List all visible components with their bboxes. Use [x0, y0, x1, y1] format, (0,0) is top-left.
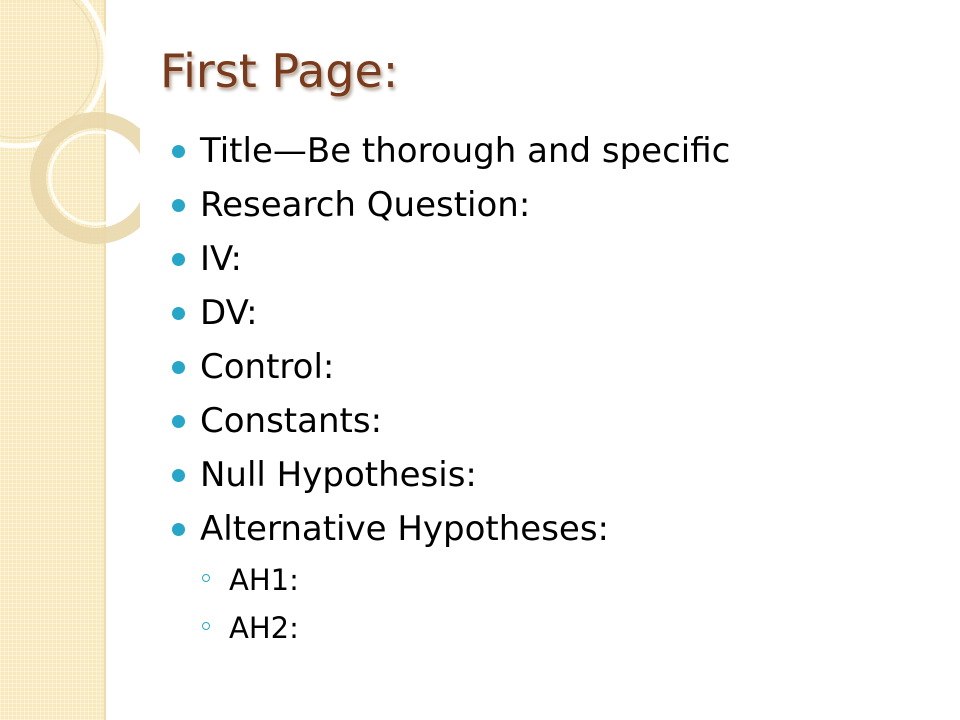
bullet-dot-icon [172, 145, 185, 158]
bullet-dot-icon [172, 415, 185, 428]
bullet-item [172, 286, 730, 340]
bullet-item [172, 232, 730, 286]
bullet-text: IV: [200, 239, 242, 279]
bullet-item [172, 340, 730, 394]
sub-bullet-ring-icon [202, 574, 210, 582]
bullet-item [172, 394, 730, 448]
sub-bullet-text: AH1: [229, 563, 299, 597]
bullet-text: Null Hypothesis: [200, 455, 477, 495]
bullet-text: Alternative Hypotheses: [200, 509, 610, 549]
bullet-dot-icon [172, 523, 185, 536]
bullet-list [172, 124, 730, 556]
bullet-item [172, 124, 730, 178]
sub-bullet-item [202, 556, 299, 604]
sub-bullet-ring-icon [202, 622, 210, 630]
decorative-circles-graphic [0, 0, 140, 260]
bullet-dot-icon [172, 253, 185, 266]
slide-title: First Page: [160, 44, 399, 98]
bullet-text: Constants: [200, 401, 383, 441]
bullet-text: Research Question: [200, 185, 531, 225]
bullet-text: Control: [200, 347, 335, 387]
bullet-dot-icon [172, 199, 185, 212]
bullet-item [172, 502, 730, 556]
sub-bullet-list [202, 556, 299, 652]
bullet-item [172, 448, 730, 502]
bullet-dot-icon [172, 307, 185, 320]
sub-bullet-text: AH2: [229, 611, 299, 645]
sub-bullet-item [202, 604, 299, 652]
bullet-text: Title—Be thorough and specific [200, 131, 731, 171]
bullet-dot-icon [172, 469, 185, 482]
bullet-text: DV: [200, 293, 258, 333]
bullet-item [172, 178, 730, 232]
bullet-dot-icon [172, 361, 185, 374]
